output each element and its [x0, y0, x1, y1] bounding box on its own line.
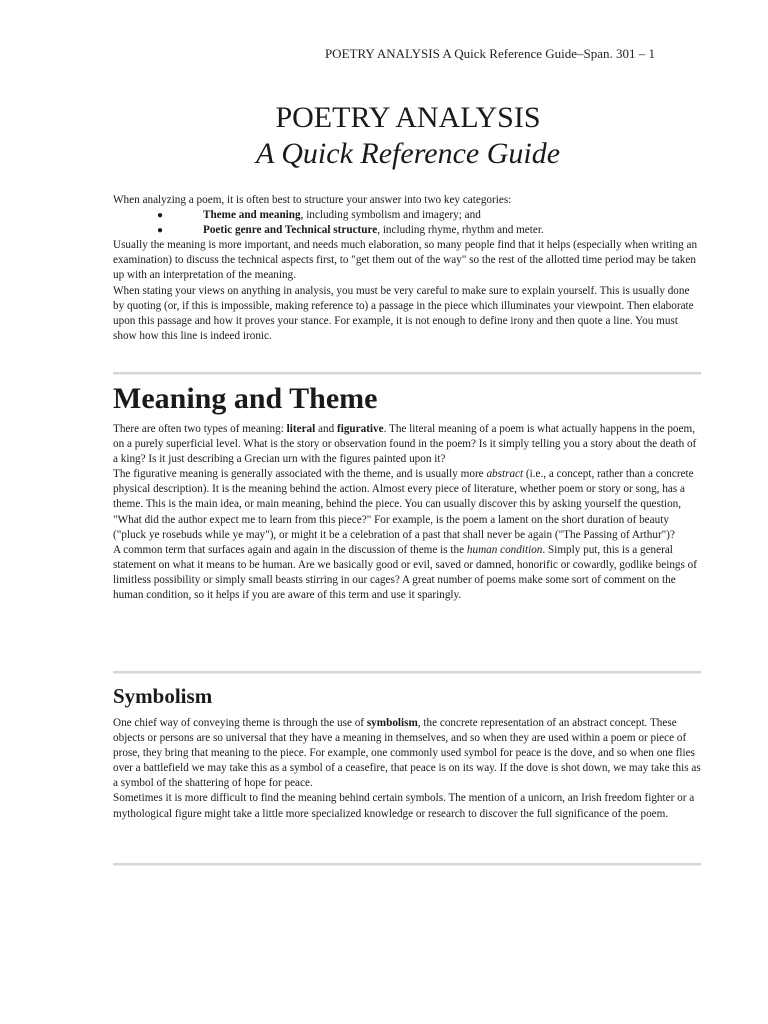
intro-lead: When analyzing a poem, it is often best to structure your answer into two key categories: — [113, 194, 512, 206]
list-item — [113, 223, 703, 238]
list-item — [113, 208, 703, 223]
running-header: POETRY ANALYSIS A Quick Reference Guide–Span. 301 – 1 — [324, 46, 655, 61]
text-run: and — [315, 423, 337, 435]
text-run: , the concrete representation of an abstract concept. These objects or persons are so universal that they have a meaning in themselves, and so when they are used within a poem or piece of prose, they bring that meaning to the piece. For example, one commonly used symbol for peace is the dove, and so when one flies over a battlefield we may take this as a symbol of a ceasefire, that peace is on its way. If the dove is shot down, we may take this as a symbol of the shattering of hope for peace. — [113, 717, 701, 790]
intro-section — [113, 193, 703, 344]
title-block — [113, 100, 703, 172]
section-divider — [113, 863, 701, 866]
section-heading-meaning: Meaning and Theme — [113, 382, 378, 415]
symbolism-section — [113, 716, 701, 822]
term-figurative: figurative — [336, 423, 384, 435]
text-run: A common term that surfaces again and again in the discussion of theme is the — [113, 543, 467, 556]
bullet-term: Poetic genre and Technical structure — [203, 224, 378, 237]
document-subtitle: A Quick Reference Guide — [255, 137, 561, 170]
intro-paragraph: Usually the meaning is more important, and needs much elaboration, so many people find that it helps (especially when writing an examination) to discuss the technical aspects first, to "get them out of the way" so the rest of the allotted time period may be taken up with an interpretation of the meaning. — [113, 239, 698, 282]
bullet-text: , including symbolism and imagery; and — [300, 209, 481, 222]
meaning-section — [113, 422, 701, 603]
bullet-text: , including rhyme, rhythm and meter. — [377, 224, 544, 237]
text-run: One chief way of conveying theme is through the use of — [113, 717, 367, 729]
body-paragraph: Sometimes it is more difficult to find the meaning behind certain symbols. The mention of a unicorn, an Irish freedom fighter or a mythological figure might take a little more specialized knowledge or research to discover the full significance of the poem. — [113, 792, 695, 820]
category-list — [113, 208, 703, 238]
term-literal: literal — [286, 423, 316, 435]
text-run: There are often two types of meaning: — [113, 423, 287, 435]
bullet-term: Theme and meaning — [203, 209, 301, 222]
body-paragraph — [113, 543, 701, 603]
term-symbolism: symbolism — [366, 717, 418, 729]
text-run: (i.e., a concept, rather than a concrete physical description). It is the meaning behind the action. Almost every piece of literature, whether poem or story or song, has a theme. This is the main idea, or main meaning, behind the piece. You can usually discover this by asking yourself the question, "What did the author expect me to learn from this piece?" For example, is the poem a lament on the short duration of beauty ("pluck ye rosebuds while ye may"), or might it be a celebration of a past that shall never be again ("The Passing of Arthur")? — [113, 468, 694, 541]
term-abstract: abstract — [486, 468, 524, 481]
intro-paragraph: When stating your views on anything in analysis, you must be very careful to make sure to explain yourself. This is usually done by quoting (or, if this is impossible, making reference to) a passage in the piece which illuminates your viewpoint. Then elaborate upon this passage and how it proves your stance. For example, it is not enough to define irony and then quote a line. You must show how this line is indeed ironic. — [113, 284, 694, 342]
text-run: The figurative meaning is generally associated with the theme, and is usually more — [113, 468, 487, 481]
section-divider — [113, 372, 701, 375]
body-paragraph — [113, 467, 701, 542]
term-human-condition: human condition — [466, 543, 543, 556]
text-run: . The literal meaning of a poem is what actually happens in the poem, on a purely superficial level. What is the story or observation found in the poem? Is it simply telling you a story about the death of a king? Is it just describing a Grecian urn with the figures painted upon it? — [113, 423, 697, 466]
document-title: POETRY ANALYSIS — [275, 101, 541, 134]
section-divider — [113, 671, 701, 674]
bullet-icon: ● — [157, 225, 164, 237]
bullet-icon: ● — [157, 210, 164, 222]
section-heading-symbolism: Symbolism — [113, 684, 213, 708]
body-paragraph — [113, 716, 701, 791]
text-run: . Simply put, this is a general statement on what it means to be human. Are we basically good or evil, saved or damned, honorific or cowardly, godlike beings of limitless possibility or simply small beasts stirring in our cages? A great number of poems make some sort of comment on the human condition, so it helps if you are aware of this term and use it sparingly. — [113, 543, 697, 602]
body-paragraph — [113, 422, 701, 467]
